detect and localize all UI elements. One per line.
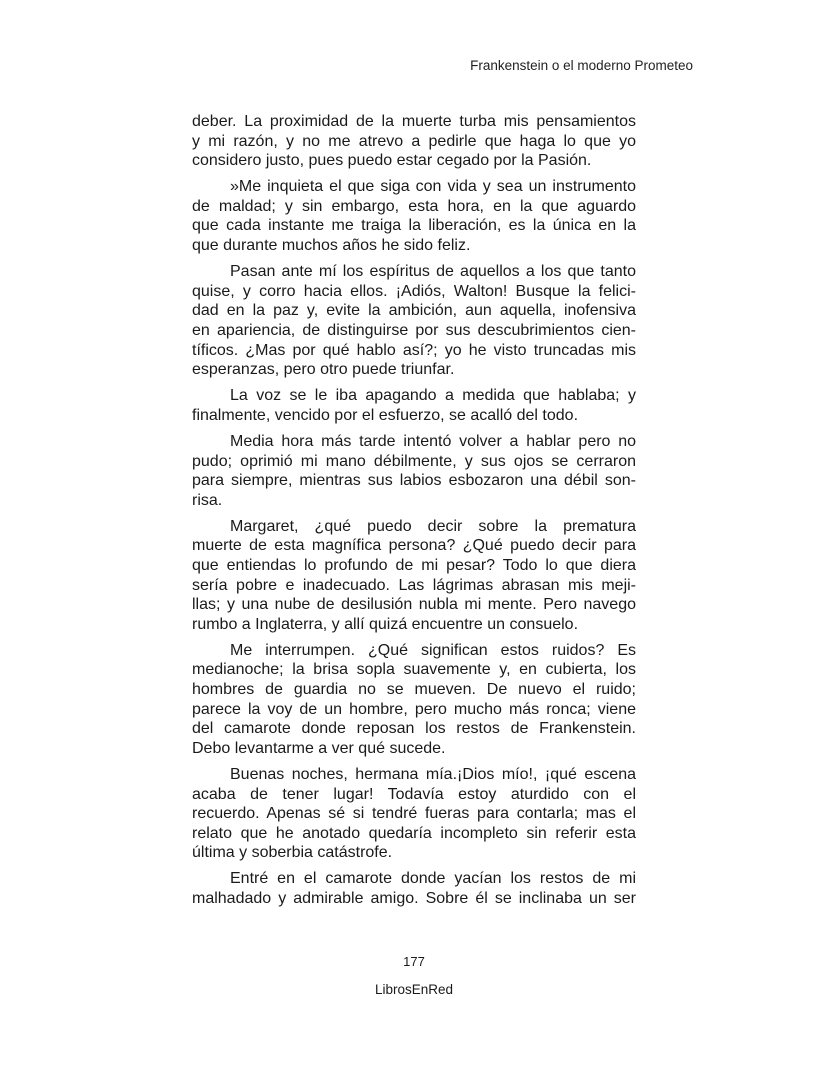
publisher-footer: LibrosEnRed xyxy=(374,982,454,997)
text-line: Buenas noches, hermana mía.¡Dios mío!, ¡qué escena xyxy=(230,765,636,783)
paragraph xyxy=(192,262,636,380)
running-header-title: Frankenstein o el moderno Prometeo xyxy=(470,58,693,73)
text-line: risa. xyxy=(192,491,223,509)
text-line: malhadado y admirable amigo. Sobre él se inclinaba un ser xyxy=(192,889,636,907)
text-line: que cada instante me traiga la liberación, es la única en la xyxy=(192,217,636,235)
text-line: recuerdo. Apenas sé si tendré fueras para contarla; mas el xyxy=(192,805,636,823)
page-number: 177 xyxy=(403,954,425,969)
text-line: »Me inquieta el que siga con vida y sea un instrumento xyxy=(230,178,636,196)
body-text xyxy=(192,112,636,915)
text-line: para siempre, mientras sus labios esbozaron una débil son- xyxy=(192,472,636,490)
paragraph xyxy=(192,765,636,863)
paragraph xyxy=(192,112,636,171)
text-line: Pasan ante mí los espíritus de aquellos a los que tanto xyxy=(230,263,636,281)
text-line: La voz se le iba apagando a medida que hablaba; y xyxy=(230,387,636,405)
paragraph xyxy=(192,432,636,510)
text-line: quise, y corro hacia ellos. ¡Adiós, Walton! Busque la felici- xyxy=(192,282,636,300)
text-line: Margaret, ¿qué puedo decir sobre la prematura xyxy=(230,517,636,535)
text-line: Entré en el camarote donde yacían los restos de mi xyxy=(230,870,636,888)
paragraph xyxy=(192,517,636,635)
text-line: finalmente, vencido por el esfuerzo, se acalló del todo. xyxy=(192,406,579,424)
text-line: relato que he anotado quedaría incompleto sin referir esta xyxy=(192,824,636,842)
text-line: considero justo, pues puedo estar cegado por la Pasión. xyxy=(192,152,592,170)
text-line: dad en la paz y, evite la ambición, aun aquella, inofensiva xyxy=(192,302,636,320)
text-line: hombres de guardia no se mueven. De nuevo el ruido; xyxy=(192,681,636,699)
text-line: esperanzas, pero otro puede triunfar. xyxy=(192,361,455,379)
text-line: y mi razón, y no me atrevo a pedirle que haga lo que yo xyxy=(192,132,636,150)
text-line: Media hora más tarde intentó volver a hablar pero no xyxy=(230,432,636,450)
text-line: última y soberbia catástrofe. xyxy=(192,844,393,862)
text-line: llas; y una nube de desilusión nubla mi mente. Pero navego xyxy=(192,596,636,614)
text-line: acaba de tener lugar! Todavía estoy aturdido con el xyxy=(192,785,636,803)
paragraph xyxy=(192,177,636,255)
text-line: en apariencia, de distinguirse por sus descubrimientos cien- xyxy=(192,321,636,339)
text-line: sería pobre e inadecuado. Las lágrimas abrasan mis meji- xyxy=(192,576,636,594)
paragraph xyxy=(192,869,636,908)
text-line: Me interrumpen. ¿Qué significan estos ruidos? Es xyxy=(230,641,636,659)
text-line: pudo; oprimió mi mano débilmente, y sus ojos se cerraron xyxy=(192,452,636,470)
text-line: Debo levantarme a ver qué sucede. xyxy=(192,739,446,757)
text-line: medianoche; la brisa sopla suavemente y, en cubierta, los xyxy=(192,661,636,679)
text-line: del camarote donde reposan los restos de Frankenstein. xyxy=(192,720,636,738)
text-line: rumbo a Inglaterra, y allí quizá encuentre un consuelo. xyxy=(192,615,579,633)
text-line: que durante muchos años he sido feliz. xyxy=(192,237,471,255)
text-line: tíficos. ¿Mas por qué hablo así?; yo he visto truncadas mis xyxy=(192,341,636,359)
text-line: muerte de esta magnífica persona? ¿Qué puedo decir para xyxy=(192,537,636,555)
text-line: que entiendas lo profundo de mi pesar? Todo lo que diera xyxy=(192,556,636,574)
paragraph xyxy=(192,386,636,425)
paragraph xyxy=(192,641,636,759)
text-line: parece la voy de un hombre, pero mucho más ronca; viene xyxy=(192,700,636,718)
text-line: deber. La proximidad de la muerte turba mis pensamientos xyxy=(192,113,636,130)
text-line: de maldad; y sin embargo, esta hora, en la que aguardo xyxy=(192,197,636,215)
